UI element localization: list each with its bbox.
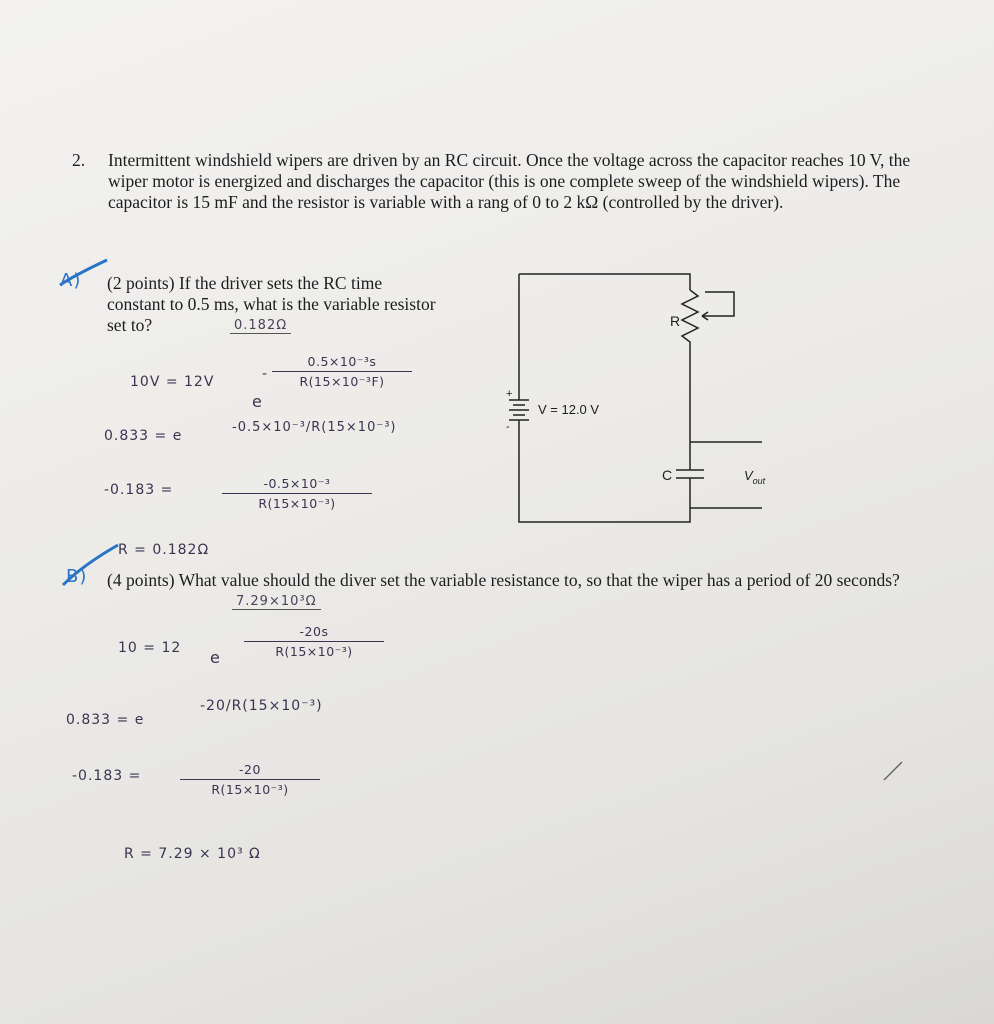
problem-number: 2. [72,150,86,170]
part-b-work-line1-base: e [210,648,221,667]
top-wire [519,274,690,290]
part-a-work-line1-base: e [252,392,263,411]
battery-minus: - [506,421,510,433]
stray-mark-icon [880,756,910,786]
battery-plus: + [506,388,513,400]
fraction-numerator: -0.5×10⁻³ [263,476,331,491]
output-label [744,468,766,486]
output-label-main: V [744,468,753,483]
fraction-denominator: R(15×10⁻³) [258,496,336,511]
part-a-result: R = 0.182Ω [118,542,210,558]
rc-circuit-diagram [500,270,780,530]
part-b-letter: B) [66,566,88,587]
part-a-work-line2: 0.833 = e [104,428,183,444]
check-mark-icon [58,540,128,590]
part-b-work-line3-left: -0.183 = [72,768,142,784]
fraction-denominator: R(15×10⁻³) [211,782,289,797]
part-b-question: (4 points) What value should the diver set the variable resistance to, so that the wiper has a period of 20 seconds? [107,570,900,590]
fraction-bar [244,641,384,642]
fraction-numerator: -20s [299,624,329,639]
part-a-work-line1-minus: - [262,366,269,382]
part-a-work-line1-left: 10V = 12V [130,374,215,390]
capacitor-label: C [662,467,673,483]
part-b-result: R = 7.29 × 10³ Ω [124,846,261,862]
part-a-work-line1-fraction [272,354,412,389]
resistor-label: R [670,313,681,329]
part-b-answer: 7.29×10³Ω [232,594,321,610]
variable-resistor-icon [682,290,734,440]
part-b-work-line1-left: 10 = 12 [118,640,182,656]
check-mark-icon [55,255,115,295]
output-label-sub: out [752,476,766,486]
part-a-answer: 0.182Ω [230,318,291,334]
fraction-bar [180,779,320,780]
fraction-numerator: 0.5×10⁻³s [307,354,377,369]
part-a-work-line3-left: -0.183 = [104,482,174,498]
part-a-work-line3-fraction [222,476,372,511]
fraction-numerator: -20 [239,762,261,777]
problem-text: Intermittent windshield wipers are driven by an RC circuit. Once the voltage across the capacitor reaches 10 V, the wiper motor is energized and discharges the capacitor (this is one complete sweep of the windshield wipers). The capacitor is 15 mF and the resistor is variable with a rang of 0 to 2 kΩ (controlled by the driver). [108,150,911,212]
fraction-denominator: R(15×10⁻³) [275,644,353,659]
part-b-work-line3-fraction [180,762,320,797]
fraction-bar [272,371,412,372]
fraction-bar [222,493,372,494]
part-b-work-line2-exponent: -20/R(15×10⁻³) [200,698,323,714]
part-a-letter: A) [60,270,82,291]
fraction-denominator: R(15×10⁻³F) [299,374,385,389]
part-a-work-line2-exponent: -0.5×10⁻³/R(15×10⁻³) [232,420,397,435]
part-b-work-line2: 0.833 = e [66,712,145,728]
source-voltage-label: V = 12.0 V [538,402,600,417]
capacitor-icon [676,440,704,490]
part-b-work-line1-fraction [244,624,384,659]
part-a-question: (2 points) If the driver sets the RC time constant to 0.5 ms, what is the variable resistor set to? [107,273,436,335]
